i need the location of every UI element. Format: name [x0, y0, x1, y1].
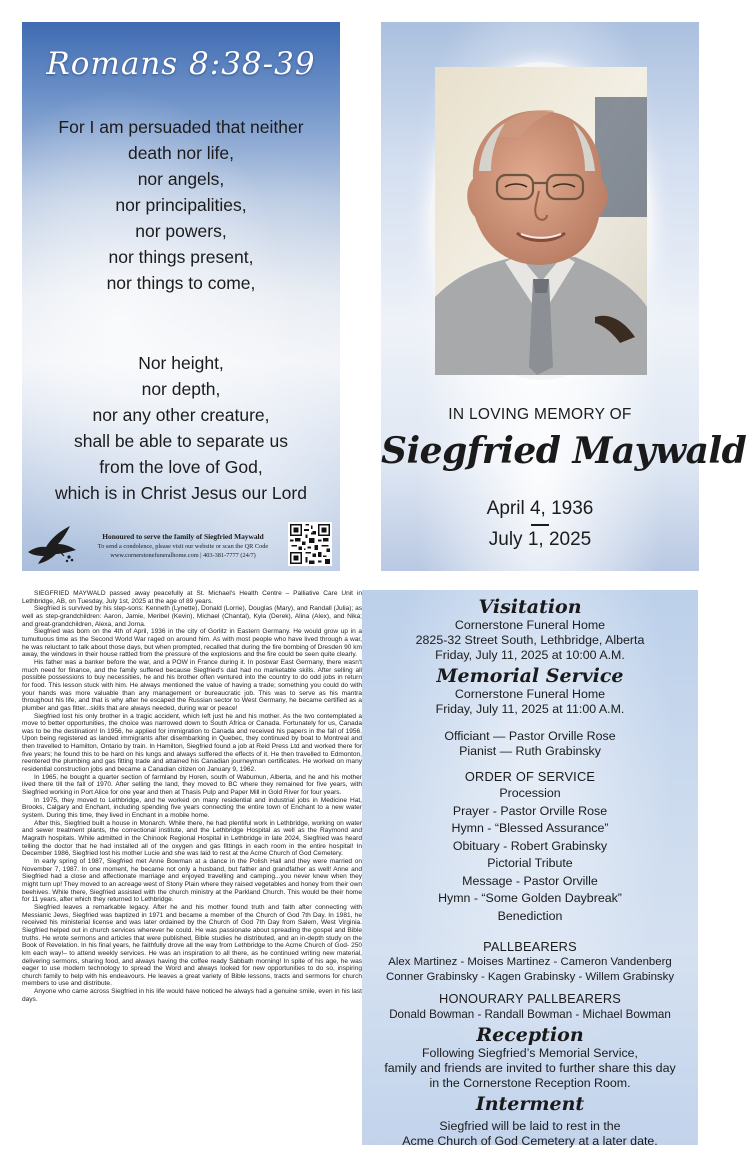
- death-date: July 1, 2025: [488, 529, 592, 550]
- funeral-home-footer: [22, 520, 340, 571]
- order-of-service-heading: ORDER OF SERVICE: [464, 769, 596, 784]
- verse-line: nor principalities,: [115, 195, 247, 215]
- dove-icon: [24, 522, 82, 566]
- memorial-panel: [381, 22, 746, 571]
- honourary-pallbearers-list: Donald Bowman - Randall Bowman - Michael Bowman: [389, 1008, 671, 1021]
- pallbearers-list: Conner Grabinsky - Kagen Grabinsky - Willem Grabinsky: [385, 971, 675, 983]
- obituary-paragraph: Siegfried leaves a remarkable legacy. After he and his mother found truth and faith after connecting with Messianic Jews, Siegfried was baptized in 1971 and became a member of the Church of God 7th Day. In 1981, he received his ministerial license and was later ordained by the Church of God 7th Day from Salem, West Virginia. Siegfried helped out in church services wherever he could. He was passionate about spreading the gospel and Bible truths. He wrote sermons and articles that were published, Bible studies he distributed, and an in-depth study on the Book of Revelation. In his final years, he faithfully drove all the way from Lethbridge to the Acme Church of God- 250 km each way!– to attend weekly services. He was an inspiration to all there, as he continued writing new material, delivering sermons, sharing food, and always having the coffee ready Sabbath morning! In spite of his age, he was eager to use modern technology to spread the Word and always looked for new opportunities to do so, inspiring church family to help with his endeavours. He leaves a great variety of Bible lessons, tracts and sermons for church members to use and distribute.: [22, 903, 362, 988]
- verse-line: which is in Christ Jesus our Lord: [55, 483, 307, 503]
- funeral-home-contact[interactable]: www.cornerstonefuneralhome.com | 403-381-7777 (24/7): [110, 552, 256, 559]
- visitation-heading: Visitation: [478, 596, 582, 618]
- obituary-paragraph: In 1975, they moved to Lethbridge, and he worked on many residential and industrial jobs in Medicine Hat, Brooks, Calgary and Enchant, including spending five years connecting the entire town of Enchant to a new water system. During this time, they lived in Enchant in a mobile home.: [22, 796, 362, 820]
- obituary-paragraph: Siegfried was born on the 4th of April, 1936 in the city of Gorlitz in Eastern Germany. He would grow up in a tumultuous time as the Second World War raged on around him. As with most people who have lived through a war, he was reluctant to talk about those days, but when prompted, recalled that during the fire bombing of Dresden 90 km away, the windows in their house rattled from the pressure of the explosions and the fire could be seen quite clearly.: [22, 628, 362, 659]
- obituary-paragraph: Siegfried is survived by his step-sons: Kenneth (Lynette), Donald (Lorrie), Douglas (Mary), and Randall (Julia); as well as step-grandchildren: Aaron, Jamie, Meribel (Kevin), Michael (Chantal), Kyla (Derek), Alina (Alex), and Nika; and great-grandchildren, Alexa, and Jorna.: [22, 605, 362, 628]
- qr-code[interactable]: [288, 522, 332, 566]
- visitation-address: 2825-32 Street South, Lethbridge, Alberta: [415, 633, 645, 647]
- obituary-paragraph: Siegfried lost his only brother in a tragic accident, which left just he and his mother. As the two contemplated a move to better opportunities, the choice was narrowed down to South Africa or Canada. Fortunately for us, Canada was to be the destination! In 1956, he applied for immigration to Canada and received his papers in the fall of 1956. Upon being registered as landed immigrants after disembarking in Quebec, they continued by boat to Montreal and then travelled to Hamilton, Ontario by train. In Hamilton, Siegfried found a job at Reid Press Ltd and worked there for five years; he found this to be hard on his lungs and always suffered the effects of it. He then travelled to Edmonton, reentered the plumbing and gas fitting trade and attained his Canadian journeyman certificates. He worked on many residential construction jobs and became a Canadian citizen on January 9, 1962.: [22, 712, 362, 774]
- verse-line: For I am persuaded that neither: [58, 117, 304, 137]
- obituary-paragraph: SIEGFRIED MAYWALD passed away peacefully at St. Michael's Health Centre – Palliative Care Unit in Lethbridge, AB, on Tuesday, July 1st, 2025 at the age of 89 years.: [22, 590, 362, 605]
- visitation-time: Friday, July 11, 2025 at 10:00 A.M.: [435, 648, 625, 662]
- interment-line: Siegfried will be laid to rest in the: [439, 1119, 621, 1133]
- verse-line: nor things to come,: [106, 273, 256, 293]
- memorial-location: Cornerstone Funeral Home: [454, 687, 606, 701]
- obituary-paragraph: In 1965, he bought a quarter section of farmland by Horen, south of Wabumun, Alberta, and he and his mother lived there till the fall of 1970. After selling the land, they moved to BC where they remained for five years, with Siegfried working in Port Alice for one year and then at Thasis Pulp and Paper Mill in Gold River for four years.: [22, 773, 362, 797]
- birth-date: April 4, 1936: [486, 498, 594, 519]
- verse-line: nor things present,: [108, 247, 254, 267]
- obituary-paragraph: In early spring of 1987, Siegfried met Anne Bowman at a dance in the Polish Hall and they were married on November 7, 1987. In one moment, he became not only a husband, but father and grandfather as well! Anne and Siegfried had a close and affectionate marriage and enjoyed travelling and camping...you never knew when they might turn up! They moved to an acreage west of Stony Plain where they raised vegetables and honey from their own beehives. While there, Siegfried assisted with the church ministry at the Parkland Church. This would be their home for 11 years, after which they returned to Lethbridge.: [22, 857, 362, 904]
- order-item: Hymn - “Blessed Assurance”: [451, 821, 609, 835]
- verse-panel: [22, 22, 340, 571]
- verse-line: nor any other creature,: [92, 405, 270, 425]
- portrait-photo: [435, 67, 647, 375]
- memorial-service-heading: Memorial Service: [436, 665, 624, 687]
- verse-line: shall be able to separate us: [73, 431, 289, 451]
- condolence-instruction: To send a condolence, please visit our website or scan the QR Code: [97, 543, 269, 550]
- reception-heading: Reception: [476, 1024, 584, 1046]
- obituary-paragraph: After this, Siegfried built a house in Monarch. While there, he had plentiful work in Lethbridge, working on water and sewer treatment plants, the correctional institute, and the Lethbridge Hospital as well as the Raymond and Magrath hospitals. While admitted in the Chinook Regional Hospital in Lethbridge in late 2024, Siegfried was heard telling the doctor that he had installed all of the oxygen and gas fittings in each room in the entire hospital! In December 1986, Siegfried lost his mother Lucie and she was laid to rest at the Acme Church of God Cemetery.: [22, 819, 362, 858]
- verse-line: nor angels,: [137, 169, 225, 189]
- verse-line: nor powers,: [135, 221, 227, 241]
- reception-line: family and friends are invited to further share this day: [384, 1061, 676, 1075]
- reception-line: Following Siegfried’s Memorial Service,: [421, 1046, 638, 1060]
- obituary-paragraph: His father was a banker before the war, and a POW in France during it. In postwar East Germany, there wasn't much need for finance, and the family suffered because Siegfried's dad had no marketable skills. After selling all possible possessions to buy necessities, he and his brother often ventured into the country to do odd jobs in return for food. This lesson stuck with him. He always mentioned the value of having a trade; something you could do with your hands was more valuable than any management or bureaucratic job. This was to serve as his mantra throughout his life, and that is why after he escaped the Russian sector to West Germany, he became certified as a plumber and gas fitter...skills that are always needed, during war or peace!: [22, 658, 362, 712]
- service-panel: [362, 590, 698, 1148]
- verse-text: [22, 114, 340, 506]
- visitation-location: Cornerstone Funeral Home: [454, 618, 606, 632]
- order-item: Procession: [499, 786, 561, 800]
- order-item: Hymn - “Some Golden Daybreak”: [438, 891, 622, 905]
- date-divider: [531, 524, 549, 526]
- verse-line: nor depth,: [141, 379, 221, 399]
- verse-title: Romans 8:38-39: [46, 46, 316, 82]
- memorial-time: Friday, July 11, 2025 at 11:00 A.M.: [435, 702, 625, 716]
- officiant: Officiant — Pastor Orville Rose: [444, 729, 616, 743]
- order-item: Obituary - Robert Grabinsky: [452, 838, 608, 853]
- verse-line: Nor height,: [138, 353, 224, 373]
- memory-label: IN LOVING MEMORY OF: [448, 406, 632, 423]
- order-item: Message - Pastor Orville: [462, 873, 598, 888]
- order-item: Pictorial Tribute: [487, 856, 573, 870]
- funeral-home-notice: [78, 532, 288, 560]
- pianist: Pianist — Ruth Grabinsky: [459, 744, 601, 758]
- order-item: Prayer - Pastor Orville Rose: [452, 803, 608, 818]
- obituary-panel: [22, 590, 362, 1145]
- obituary-paragraph: Anyone who came across Siegfried in his life would have noticed he always had a genuine smile, even in his last days.: [22, 988, 362, 1003]
- verse-line: death nor life,: [127, 143, 235, 163]
- portrait-frame: [430, 62, 652, 380]
- service-details: [362, 590, 698, 1149]
- deceased-name: Siegfried Maywald: [381, 430, 746, 472]
- verse-line: from the love of God,: [99, 457, 263, 477]
- reception-line: in the Cornerstone Reception Room.: [429, 1076, 631, 1090]
- interment-line: Acme Church of God Cemetery at a later date.: [402, 1134, 658, 1148]
- interment-heading: Interment: [475, 1093, 585, 1115]
- pallbearers-list: Alex Martinez - Moises Martinez - Cameron Vandenberg: [388, 956, 672, 968]
- order-item: Benediction: [497, 908, 563, 923]
- pallbearers-heading: PALLBEARERS: [483, 939, 577, 954]
- verse-stanza-gap: [22, 296, 340, 350]
- obituary-text: [22, 590, 362, 1003]
- funeral-home-honour-line: Honoured to serve the family of Siegfried Maywald: [102, 532, 264, 541]
- honourary-pallbearers-heading: HONOURARY PALLBEARERS: [439, 991, 621, 1006]
- portrait-illustration: [435, 67, 647, 375]
